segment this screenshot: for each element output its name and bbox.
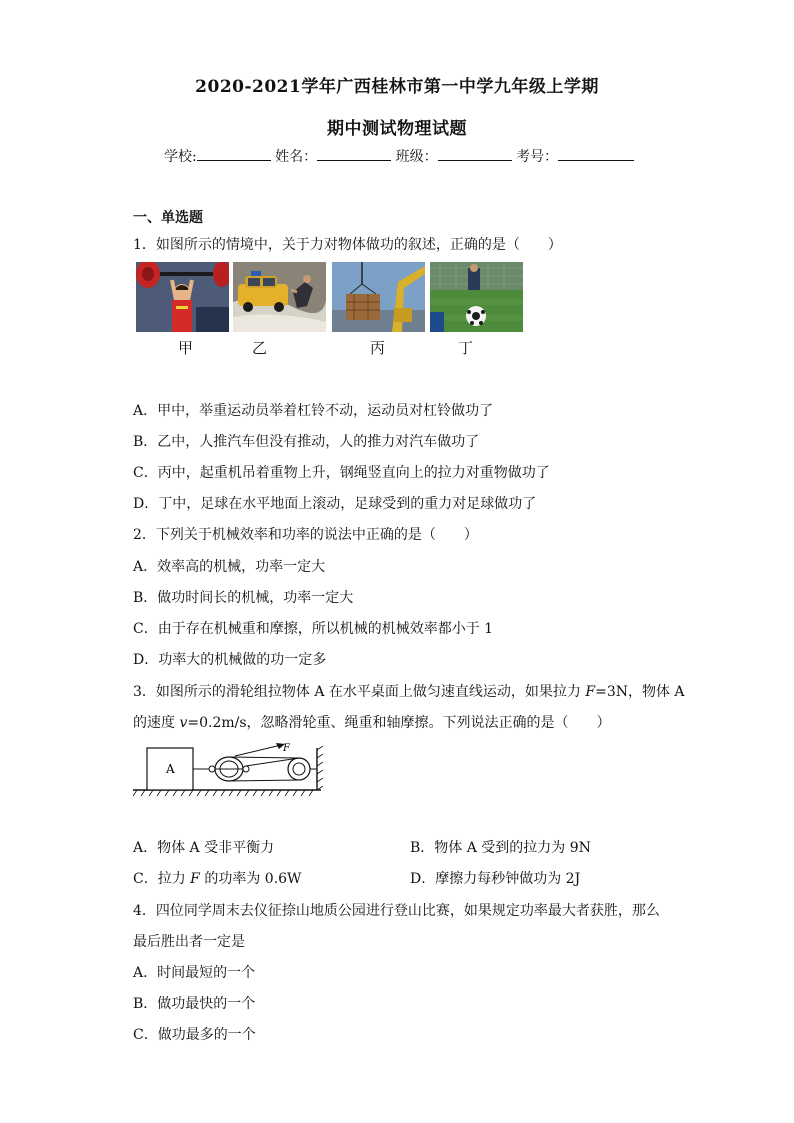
question-4-stem-line1: 4．四位同学周末去仪征捺山地质公园进行登山比赛，如果规定功率最大者获胜，那么 xyxy=(133,903,660,919)
page-title-line2: 期中测试物理试题 xyxy=(327,119,467,139)
question-1-option-a[interactable]: A．甲中，举重运动员举着杠铃不动，运动员对杠铃做功了 xyxy=(133,403,494,419)
force-variable: F xyxy=(190,871,200,887)
question-2-option-c[interactable]: C．由于存在机械重和摩擦，所以机械的机械效率都小于 1 xyxy=(133,621,494,637)
photo-label-yi: 乙 xyxy=(252,339,268,357)
velocity-variable: v xyxy=(179,715,188,731)
class-label: 班级： xyxy=(395,149,438,165)
force-arrow-label: F xyxy=(283,743,290,754)
question-3-stem-line1 xyxy=(133,681,685,701)
force-variable: F xyxy=(585,684,596,700)
school-label: 学校: xyxy=(164,149,197,165)
photo-label-bing: 丙 xyxy=(370,339,386,357)
section-heading: 一、单选题 xyxy=(133,210,203,226)
name-blank[interactable] xyxy=(317,146,391,161)
photo-label-ding: 丁 xyxy=(458,339,474,357)
question-4-stem-line2: 最后胜出者一定是 xyxy=(133,934,245,950)
question-3-option-a[interactable]: A．物体 A 受非平衡力 xyxy=(133,840,275,856)
q3-stem-text: 的速度 xyxy=(133,715,180,731)
pulley-diagram xyxy=(133,740,323,804)
photo-label-jia: 甲 xyxy=(178,339,194,357)
photo-crane-lifting xyxy=(332,262,425,332)
question-3-option-d[interactable]: D．摩擦力每秒钟做功为 2J xyxy=(410,871,581,887)
block-a-label: A xyxy=(166,762,175,776)
question-3-stem-line2 xyxy=(133,712,611,732)
question-1-option-d[interactable]: D．丁中，足球在水平地面上滚动，足球受到的重力对足球做功了 xyxy=(133,496,537,512)
photo-pushing-car xyxy=(233,262,326,332)
question-1-option-b[interactable]: B．乙中，人推汽车但没有推动，人的推力对汽车做功了 xyxy=(133,434,480,450)
exam-no-blank[interactable] xyxy=(558,146,634,161)
q3-stem-text: =3N，物体 A xyxy=(595,684,685,700)
question-2-stem: 2．下列关于机械效率和功率的说法中正确的是（ ） xyxy=(133,527,478,543)
question-2-option-d[interactable]: D．功率大的机械做的功一定多 xyxy=(133,652,327,668)
school-blank[interactable] xyxy=(197,146,271,161)
q3-stem-text: =0.2m/s，忽略滑轮重、绳重和轴摩擦。下列说法正确的是（ ） xyxy=(187,715,611,731)
question-4-option-b[interactable]: B．做功最快的一个 xyxy=(133,996,256,1012)
question-4-option-c[interactable]: C．做功最多的一个 xyxy=(133,1027,256,1043)
exam-no-label: 考号： xyxy=(516,149,559,165)
question-2-option-b[interactable]: B．做功时间长的机械，功率一定大 xyxy=(133,590,354,606)
page-title-line1: 2020-2021学年广西桂林市第一中学九年级上学期 xyxy=(195,77,599,97)
photo-soccer-ball xyxy=(430,262,523,332)
student-info-row xyxy=(164,146,634,166)
question-3-option-c[interactable] xyxy=(133,868,301,888)
class-blank[interactable] xyxy=(438,146,512,161)
q3-option-c-text: 的功率为 0.6W xyxy=(199,871,302,887)
question-1-option-c[interactable]: C．丙中，起重机吊着重物上升，钢绳竖直向上的拉力对重物做功了 xyxy=(133,465,550,481)
question-4-option-a[interactable]: A．时间最短的一个 xyxy=(133,965,256,981)
q3-option-c-text: C．拉力 xyxy=(133,871,191,887)
name-label: 姓名： xyxy=(275,149,318,165)
question-3-option-b[interactable]: B．物体 A 受到的拉力为 9N xyxy=(410,840,591,856)
photo-weightlifter xyxy=(136,262,229,332)
question-1-stem: 1．如图所示的情境中，关于力对物体做功的叙述，正确的是（ ） xyxy=(133,237,562,253)
q3-stem-text: 3．如图所示的滑轮组拉物体 A 在水平桌面上做匀速直线运动，如果拉力 xyxy=(133,684,586,700)
question-2-option-a[interactable]: A．效率高的机械，功率一定大 xyxy=(133,559,326,575)
